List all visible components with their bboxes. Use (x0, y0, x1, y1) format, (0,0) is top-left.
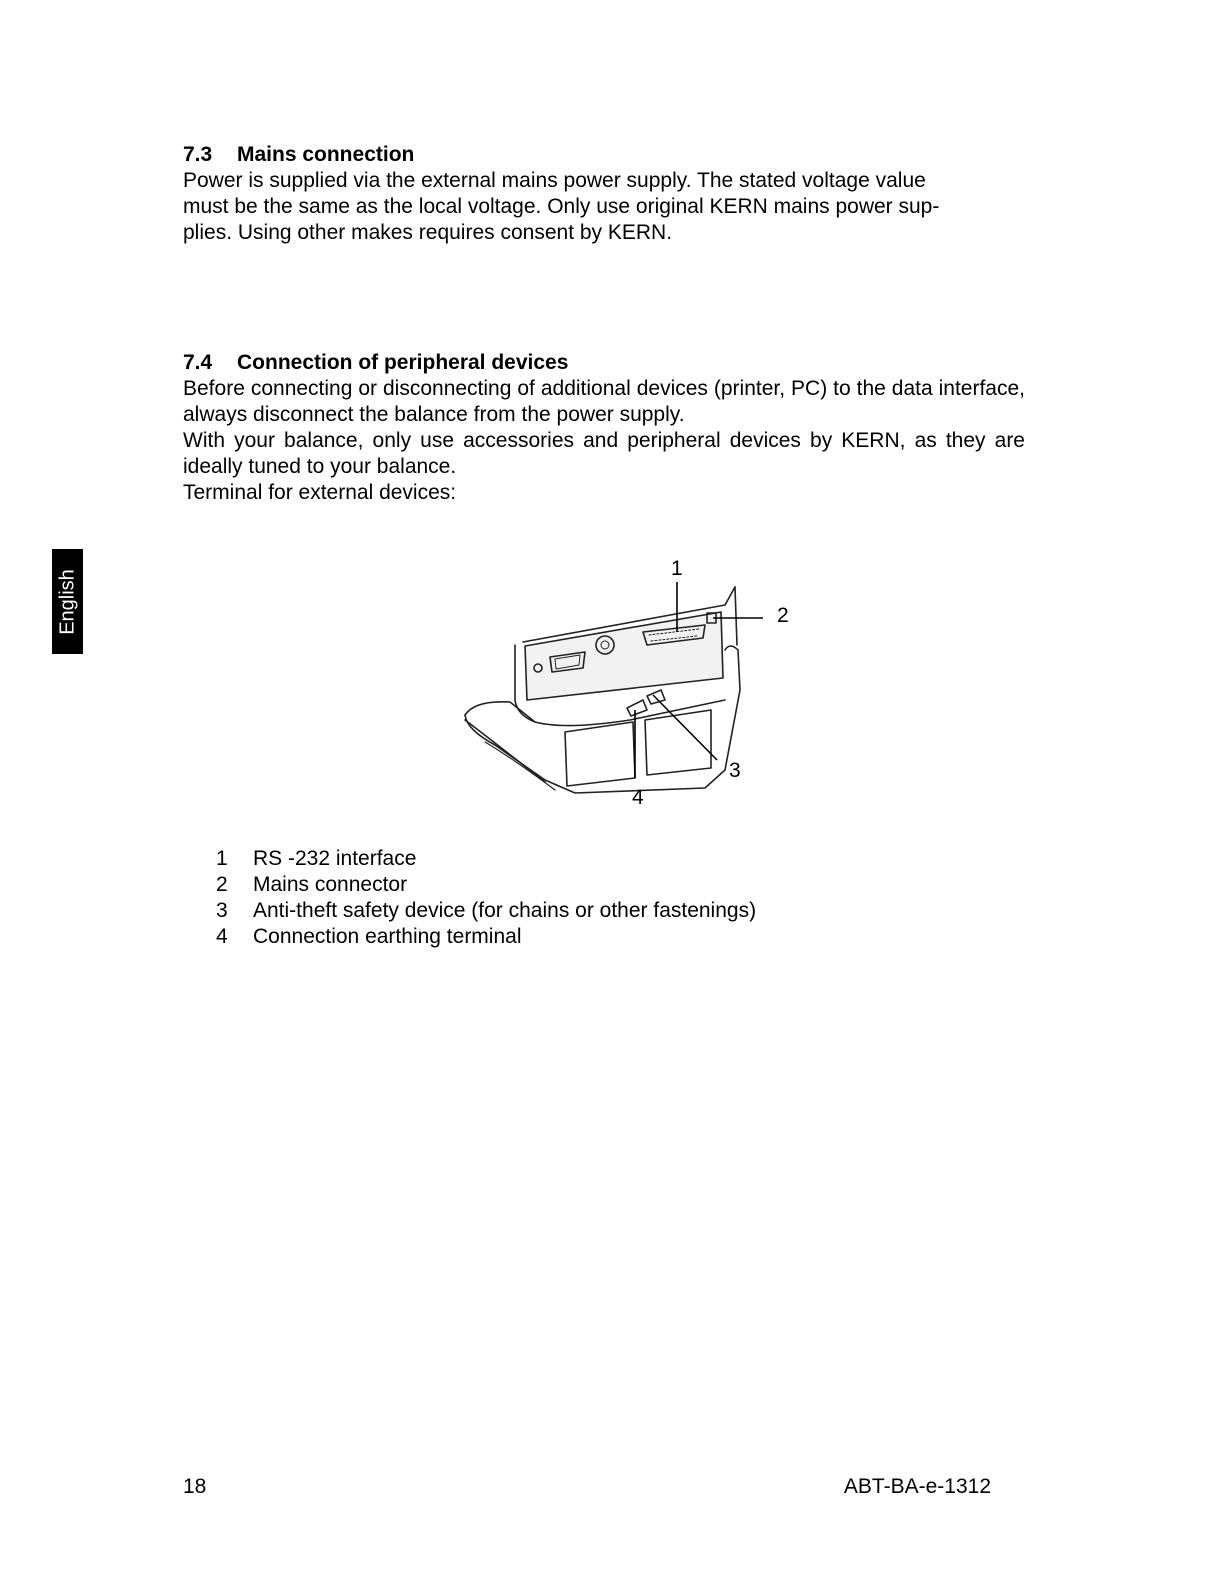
body-paragraph: Terminal for external devices: (183, 481, 457, 504)
legend-number: 3 (216, 899, 228, 922)
figure-callout-4: 4 (632, 786, 644, 809)
legend-text: Connection earthing terminal (253, 925, 522, 948)
section-heading (183, 142, 1025, 168)
legend-text: Mains connector (253, 873, 408, 896)
legend-number: 4 (216, 925, 228, 948)
legend-item (216, 846, 756, 872)
section-number: 7.3 (183, 143, 213, 166)
body-paragraph: Before connecting or disconnecting of additional devices (printer, PC) to the data interface, always disconnect the balance from the power supply. (183, 377, 1025, 426)
legend-text: Anti-theft safety device (for chains or other fastenings) (253, 899, 757, 922)
section-peripheral-devices (183, 350, 1025, 506)
language-tab (52, 549, 83, 654)
section-number: 7.4 (183, 351, 213, 374)
legend-item (216, 924, 756, 950)
balance-rear-illustration (455, 550, 805, 815)
document-id: ABT-BA-e-1312 (843, 1475, 991, 1498)
section-body (183, 376, 1025, 506)
section-body (183, 168, 1025, 246)
section-title: Connection of peripheral devices (237, 351, 569, 374)
legend-number: 1 (216, 847, 228, 870)
language-tab-label: English (56, 568, 78, 635)
legend-number: 2 (216, 873, 228, 896)
figure-callout-3: 3 (729, 759, 741, 782)
figure-callout-2: 2 (777, 604, 789, 627)
body-paragraph: With your balance, only use accessories and peripheral devices by KERN, as they are ideally tuned to your balance. (183, 429, 1025, 478)
balance-rear-figure (455, 550, 805, 815)
figure-legend (216, 846, 756, 950)
section-heading (183, 350, 1025, 376)
legend-text: RS -232 interface (253, 847, 417, 870)
section-title: Mains connection (237, 143, 415, 166)
page-number: 18 (183, 1475, 207, 1498)
figure-callout-1: 1 (671, 557, 683, 580)
legend-item (216, 898, 756, 924)
body-line: must be the same as the local voltage. Only use original KERN mains power sup- (183, 195, 940, 218)
body-line: Power is supplied via the external mains power supply. The stated voltage value (183, 169, 926, 192)
body-line: plies. Using other makes requires consent by KERN. (183, 221, 673, 244)
section-mains-connection (183, 142, 1025, 246)
legend-item (216, 872, 756, 898)
